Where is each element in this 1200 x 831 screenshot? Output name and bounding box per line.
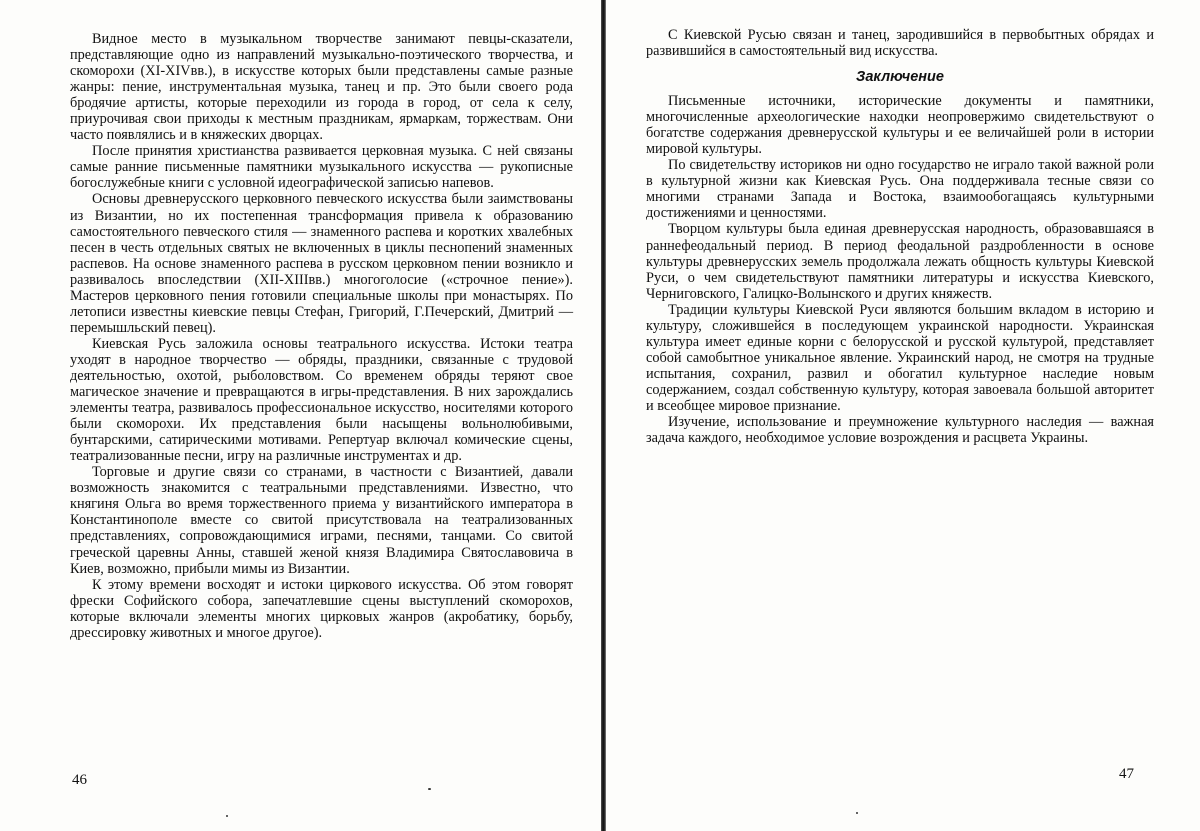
left-paragraph: Видное место в музыкальном творчестве занимают певцы-сказатели, представляющие одно из направлений музыкально-поэтического творчества, и скоморохи (XI-XIVвв.), в искусстве которых были представлены самые разные жанры: пение, инструментальная музыка, танец и пр. Это были своего рода бродячие артисты, которые переходили из города в город, от села к селу, приурочивая свои приходы к местным праздникам, ярмаркам, торжествам. Они часто появлялись и в княжеских дворцах. bbox=[70, 31, 573, 144]
page-number-right: 47 bbox=[1119, 766, 1134, 782]
left-paragraph: Киевская Русь заложила основы театрального искусства. Истоки театра уходят в народное творчество — обряды, праздники, связанные с трудовой деятельностью, охотой, рыболовством. Со временем обряды теряют свое магическое значение и превращаются в игры-представления. В них зарождались элементы театра, развивалось профессиональное искусство, носителями которого были скоморохи. Их представления были насыщены вольнолюбивыми, бунтарскими, сатирическими мотивами. Репертуар включал комические сцены, театрализованные песни, игру на различные инструментах и др. bbox=[70, 335, 573, 465]
left-paragraph: Основы древнерусского церковного певческого искусства были заимствованы из Византии, но их постепенная трансформация привела к образованию самостоятельного певческого стиля — знаменного распева и коротких хвалебных песен в честь отдельных святых не включенных в циклы песнопений знаменных распевов. На основе знаменного распева в русском церковном пении возникло и развивалось впоследствии (XII-XIIIвв.) многоголосие («строчное пение»). Мастеров церковного пения готовили специальные школы при монастырях. По летописи известны киевские певцы Стефан, Григорий, Г.Печерский, Дмитрий — перемышльский певец). bbox=[70, 191, 573, 336]
left-paragraph: После принятия христианства развивается церковная музыка. С ней связаны самые ранние письменные памятники музыкального искусства — рукописные богослужебные книги с условной идеографической записью напевов. bbox=[70, 143, 573, 192]
right-paragraph: По свидетельству историков ни одно государство не играло такой важной роли в культурной жизни как Киевская Русь. Она поддерживала тесные связи со многими странами Запада и Востока, взаимообогащаясь культурными достижениями и ценностями. bbox=[646, 157, 1154, 222]
page-number-left: 46 bbox=[72, 772, 87, 788]
right-paragraph: Письменные источники, исторические документы и памятники, многочисленные археологические находки неопровержимо свидетельствуют о богатстве содержания древнерусской культуры и ее величайшей роли в истории мировой культуры. bbox=[646, 93, 1154, 158]
left-paragraph: К этому времени восходят и истоки циркового искусства. Об этом говорят фрески Софийского собора, запечатлевшие сцены выступлений скоморохов, которые включали элементы многих цирковых жанров (акробатику, борьбу, дрессировку животных и многое другое). bbox=[70, 576, 573, 641]
right-paragraph: Традиции культуры Киевской Руси являются большим вкладом в историю и культуру, сложившейся в последующем украинской народности. Украинская культура имеет единые корни с белорусской и русской культурой, представляет собой самобытное уникальное явление. Украинский народ, не смотря на трудные испытания, сохранил, развил и обогатил культурное наследие новым содержанием, создал собственную культуру, которая завоевала большой авторитет и всеобщее мировое признание. bbox=[646, 301, 1154, 414]
left-paragraph: Торговые и другие связи со странами, в частности с Византией, давали возможность знакомится с театральными представлениями. Известно, что княгиня Ольга во время торжественного приема у византийского императора в Константинополе вместе со свитой присутствовала на театрализованных представлениях, сопровождающимися играми, песнями, танцами. Со свитой греческой царевны Анны, ставшей женой князя Владимира Святославовича в Киев, возможно, прибыли мимы из Византии. bbox=[70, 464, 573, 577]
left-page-text bbox=[70, 31, 573, 641]
right-page-text bbox=[646, 27, 1154, 446]
right-paragraph: Творцом культуры была единая древнерусская народность, образовавшаяся в раннефеодальный период. В период феодальной раздробленности в основе культуры древнерусских земель продолжала лежать общность культуры Киевской Руси, о чем свидетельствуют памятники литературы и искусства Киевского, Черниговского, Галицко-Волынского и других княжеств. bbox=[646, 221, 1154, 302]
section-heading: Заключение bbox=[856, 69, 944, 86]
scan-speck bbox=[856, 812, 858, 814]
scan-speck bbox=[226, 815, 228, 817]
right-intro-paragraph: С Киевской Русью связан и танец, зародившийся в первобытных обрядах и развившийся в самостоятельный вид искусства. bbox=[646, 27, 1154, 60]
right-page bbox=[606, 0, 1200, 831]
right-paragraph: Изучение, использование и преумножение культурного наследия — важная задача каждого, необходимое условие возрождения и расцвета Украины. bbox=[646, 414, 1154, 447]
scan-speck bbox=[428, 788, 431, 790]
